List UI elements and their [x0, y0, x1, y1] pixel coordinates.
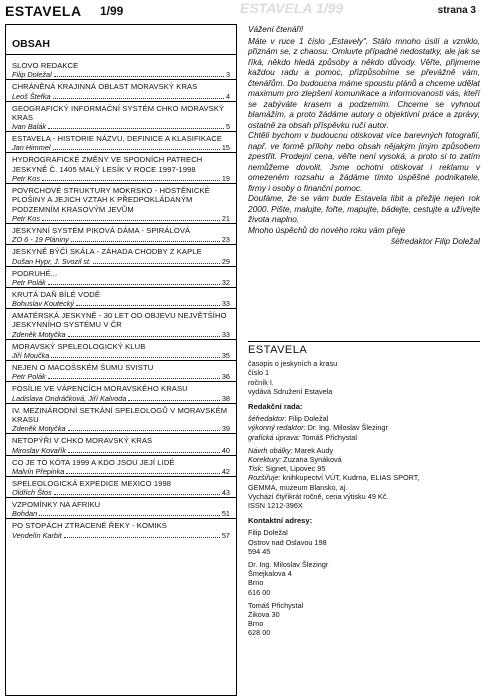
toc-entry-author-row [12, 122, 230, 131]
credit-name: knihkupectví VÚT, Kudrna, ELIAS SPORT, [282, 473, 420, 483]
credit-line [248, 433, 480, 442]
toc-entry-author: Miroslav Kovařík [12, 445, 66, 455]
credit-role: Návrh obálky: [248, 445, 293, 455]
contact-line: Zikova 30 [248, 610, 280, 620]
leader-dots [76, 304, 220, 306]
contact-line: Ostrov nad Oslavou 198 [248, 537, 327, 547]
contact-line: Brno [248, 578, 264, 588]
leader-dots [53, 148, 220, 150]
toc-entry-author-row [12, 257, 230, 266]
toc-entry-page: 19 [221, 174, 230, 184]
credit-role: Tisk: [248, 464, 264, 474]
toc-entry-title: AMATÉRSKÁ JESKYNĚ - 30 LET OD OBJEVU NEJVĚTŠÍHO JESKYNNÍHO SYSTÉMU V ČR [12, 311, 227, 330]
leader-dots [54, 493, 220, 495]
toc-entry-author: Vendelín Karbit [12, 530, 62, 540]
toc-entry-page: 23 [221, 235, 230, 245]
toc-entry [6, 153, 236, 184]
leader-dots [54, 75, 224, 77]
toc-entry-author: Malvín Přepinka [12, 466, 65, 476]
toc-entry [6, 382, 236, 403]
toc-entry-title: JESKYNNÍ SYSTÉM PIKOVÁ DÁMA - SPIRÁLOVÁ [12, 225, 191, 235]
issue-number: 1/99 [100, 4, 124, 18]
editorial-paragraph: Mnoho úspěchů do nového roku vám přeje [248, 224, 406, 235]
editorial-paragraph: Chtěli bychom v budoucnu otiskovat více barevných fotografií, např. ve formě přílohy nebo obsah nějakým jiným způsobem zpestřit. Prodejní cena, věřte není vysoká, a proto si to zatím nemůžeme dovolit. Jsme ochotni otiskovat i reklamu v omezeném rozsahu a žádáme tímto úspěšné podnikatele, firmy i osoby o finanční pomoc. [248, 130, 480, 193]
leader-dots [68, 429, 220, 431]
credit-role: Rozšiřuje: [248, 473, 281, 483]
masthead-info: GEMMA, muzeum Blansko, aj. [248, 482, 348, 492]
editorial-paragraph: Doufáme, že se vám bude Estavela líbit a přežije nejen rok 2000. Pište, malujte, fořte, mapujte, bádejte, cestujte a užívejte života naplno. [248, 193, 480, 224]
toc-entry-page: 57 [221, 530, 230, 540]
toc-entry-page: 33 [221, 329, 230, 339]
toc-entry-author-row [12, 235, 230, 244]
toc-entry-author-row [12, 214, 230, 223]
toc-entry-page: 21 [221, 213, 230, 223]
toc-heading: OBSAH [12, 38, 50, 50]
toc-entry [6, 132, 236, 153]
toc-entry-author-row [12, 70, 230, 79]
toc-entry-title: JESKYNĚ BÝČÍ SKÁLA - ZÁHADA CHODBY Z KAPLE [12, 247, 202, 257]
toc-list [6, 59, 236, 540]
toc-entry-page: 33 [221, 299, 230, 309]
toc-entry-author-row [12, 92, 230, 101]
leader-dots [71, 240, 220, 242]
credit-role: Korektury: [248, 455, 282, 465]
toc-entry-title: MORAVSKÝ SPELEOLOGICKÝ KLUB [12, 341, 146, 351]
toc-entry-author-row [12, 330, 230, 339]
toc-entry [6, 434, 236, 455]
toc-entry-author-row [12, 174, 230, 183]
toc-entry-page: 40 [221, 445, 230, 455]
toc-entry-author: Ladislava Ondráčková, Jiří Kalvoda [12, 393, 127, 403]
masthead [248, 346, 480, 642]
toc-entry-page: 39 [221, 424, 230, 434]
toc-entry-page: 35 [221, 351, 230, 361]
toc-entry [6, 519, 236, 539]
toc-entry-page: 4 [225, 91, 230, 101]
toc-entry [6, 288, 236, 309]
masthead-info: vydává Sdružení Estavela [248, 386, 333, 396]
toc-entry-title: CO JE TO KÓTA 1999 A KDO JSOU JEJÍ LIDÉ [12, 457, 175, 467]
masthead-info: časopis o jeskyních a krasu [248, 359, 338, 369]
contact-block [248, 560, 480, 597]
toc-entry-author: Zdeněk Motyčka [12, 424, 66, 434]
toc-entry-page: 42 [221, 466, 230, 476]
toc-entry-title: SLOVO REDAKCE [12, 61, 79, 70]
toc-entry [6, 340, 236, 361]
masthead-title: ESTAVELA [248, 344, 308, 356]
masthead-info: Vychází čtyřikrát ročně, cena výtisku 49 Kč. [248, 491, 389, 501]
toc-entry-title: VZPOMÍNKY NA AFRIKU [12, 500, 101, 510]
show-through-text: ESTAVELA 1/99 [240, 0, 344, 16]
contact-line: 594 45 [248, 546, 271, 556]
toc-entry-author-row [12, 278, 230, 287]
toc-entry-author-row [12, 143, 230, 152]
credit-role: výkonný redaktor: [248, 423, 306, 433]
leader-dots [39, 514, 220, 516]
credit-name: Filip Doležal [288, 414, 329, 424]
toc-entry-author: Bohuslav Koutecký [12, 299, 75, 309]
toc-entry-author: Petr Kos [12, 213, 40, 223]
toc-entry-author: Dušan Hypr, J. Svozil st. [12, 256, 92, 266]
contact-block [248, 528, 480, 556]
toc-entry [6, 498, 236, 519]
masthead-info: číslo 1 [248, 368, 270, 378]
toc-entry-author-row [12, 424, 230, 433]
credit-line [248, 423, 480, 432]
toc-entry [6, 477, 236, 498]
leader-dots [48, 377, 220, 379]
toc-entry [6, 361, 236, 382]
contact-line: Šmejkalova 4 [248, 569, 292, 579]
toc-entry-title: NETOPÝŘI V CHKO MORAVSKÝ KRAS [12, 436, 153, 446]
contact-line: Tomáš Přichystal [248, 600, 304, 610]
table-of-contents [5, 24, 237, 696]
credit-line [248, 473, 480, 482]
toc-entry-author-row [12, 509, 230, 518]
toc-entry-author: Petr Kos [12, 174, 40, 184]
toc-entry-page: 5 [225, 122, 230, 132]
leader-dots [53, 97, 224, 99]
toc-entry-author: Oldřich Štos [12, 488, 52, 498]
leader-dots [51, 356, 220, 358]
toc-entry-author-row [12, 488, 230, 497]
contact-block [248, 601, 480, 638]
credit-name: Zuzana Synáková [283, 455, 342, 465]
toc-entry-page: 51 [221, 509, 230, 519]
credit-line [248, 455, 480, 464]
editorial-paragraph: Máte v ruce 1 číslo „Estavely". Stálo mnoho úsilí a vzniklo, přiznám se, z chaosu. Omluvte případné nedostatky, ale jak se říká, někdo hledá způsoby a někdo důvody. Věřte, přijmeme každou radu a pomoc, přizpůsobíme se převážně vám, čtenářům. Do budoucna máme spoustu plánů a chceme udělat maximum pro zlepšení komunikace a informovanosti vás, kteří se zabýváte krasem a podzemím. Chceme se vyhnout blamážím, a proto žádáme autory o objektivní práce a zprávy, ostatně za obsah příspěvku ručí autor. [248, 35, 480, 130]
leader-dots [42, 179, 220, 181]
toc-entry-author: Jiří Moučka [12, 351, 50, 361]
toc-entry-title: CHRÁNĚNÁ KRAJINNÁ OBLAST MORAVSKÝ KRAS [12, 82, 198, 92]
page-number: strana 3 [437, 5, 476, 16]
toc-entry-author-row [12, 467, 230, 476]
toc-entry-author: ZO 6 - 19 Plániny [12, 235, 69, 245]
toc-entry [6, 80, 236, 101]
editorial-board-list [248, 414, 480, 442]
toc-entry [6, 456, 236, 477]
toc-entry [6, 102, 236, 133]
credit-role: šéfredaktor: [248, 414, 287, 424]
toc-entry-title: KRUTÁ DAŇ BÍLÉ VODĚ [12, 289, 100, 299]
toc-entry-author: Jan Himmel [12, 143, 51, 153]
credit-name: Tomáš Přichystal [301, 432, 357, 442]
toc-entry-author: Petr Polák [12, 277, 46, 287]
toc-entry-title: PO STOPÁCH ZTRACENÉ ŘEKY - KOMIKS [12, 521, 167, 531]
contact-line: Filip Doležal [248, 528, 288, 538]
toc-entry-author: Bohdan [12, 509, 38, 519]
toc-entry [6, 224, 236, 245]
leader-dots [68, 451, 220, 453]
toc-entry-author: Ivan Balák [12, 122, 47, 132]
credit-name: Signet, Lipovec 95 [265, 464, 326, 474]
toc-entry-title: NEJEN O MACOŠSKÉM ŠUMU SVISTU [12, 363, 154, 373]
toc-entry [6, 267, 236, 288]
editorial [248, 24, 480, 247]
toc-entry-page: 38 [221, 393, 230, 403]
contact-line: Brno [248, 619, 264, 629]
credit-line [248, 464, 480, 473]
toc-entry-author-row [12, 372, 230, 381]
credit-line [248, 414, 480, 423]
masthead-info: ISSN 1212-396X [248, 501, 303, 511]
editorial-board-heading: Redakční rada: [248, 402, 303, 412]
contacts-heading: Kontaktní adresy: [248, 516, 313, 526]
leader-dots [68, 335, 220, 337]
toc-entry-title: PODRUHÉ... [12, 268, 58, 278]
toc-entry-title: GEOGRAFICKÝ INFORMAČNÍ SYSTÉM CHKO MORAVSKÝ KRAS [12, 103, 225, 122]
toc-entry-author-row [12, 351, 230, 360]
toc-entry-author-row [12, 299, 230, 308]
page-header [0, 0, 484, 24]
credit-line [248, 446, 480, 455]
contact-addresses [248, 528, 480, 637]
toc-entry-author-row [12, 531, 230, 540]
toc-entry-page: 32 [221, 277, 230, 287]
leader-dots [48, 283, 220, 285]
toc-entry [6, 245, 236, 266]
editorial-greeting: Vážení čtenáři! [248, 24, 304, 34]
production-credits [248, 446, 480, 483]
toc-entry-author: Leoš Štefka [12, 91, 51, 101]
leader-dots [64, 536, 220, 538]
toc-entry-page: 43 [221, 488, 230, 498]
magazine-title: ESTAVELA [5, 3, 82, 19]
column-divider [248, 341, 480, 342]
toc-entry [6, 184, 236, 224]
toc-entry-page: 3 [225, 70, 230, 80]
masthead-info: ročník I. [248, 377, 274, 387]
credit-name: Dr. Ing. Miloslav Šlezingr [307, 423, 388, 433]
toc-entry [6, 59, 236, 80]
toc-entry-author: Petr Polák [12, 372, 46, 382]
toc-entry-page: 36 [221, 372, 230, 382]
contact-line: Dr. Ing. Miloslav Šlezingr [248, 560, 329, 570]
toc-heading-box [6, 25, 236, 55]
credit-name: Marek Audy [294, 445, 334, 455]
contact-line: 616 00 [248, 587, 271, 597]
toc-entry-title: IV. MEZINÁRODNÍ SETKÁNÍ SPELEOLOGŮ V MORAVSKÉM KRASU [12, 405, 228, 424]
toc-entry-title: POVRCHOVÉ STRUKTURY MOKRSKO - HOSTĚNICKÉ PLOŠINY A JEJICH VZTAH K PŘEDPOKLÁDANÝM PODZEMNÍM KRASOVÝM JEVŮM [12, 186, 210, 214]
toc-entry-title: ESTAVELA - HISTORIE NÁZVU, DEFINICE A KLASIFIKACE [12, 134, 222, 144]
leader-dots [42, 219, 220, 221]
leader-dots [93, 262, 220, 264]
toc-entry [6, 404, 236, 435]
toc-entry-title: SPELEOLOGICKÁ EXPEDICE MEXICO 1998 [12, 478, 172, 488]
toc-entry-title: HYDROGRAFICKÉ ZMĚNY VE SPODNÍCH PATRECH JESKYNĚ Č. 1405 MALÝ LESÍK V ROCE 1997-1998 [12, 155, 203, 174]
toc-entry-title: FOSÍLIE VE VÁPENCÍCH MORAVSKÉHO KRASU [12, 384, 188, 394]
contact-line: 628 00 [248, 628, 271, 638]
toc-entry-author: Zdeněk Motyčka [12, 329, 66, 339]
toc-entry-author: Filip Doležal [12, 70, 52, 80]
toc-entry-author-row [12, 394, 230, 403]
credit-role: grafická úprava: [248, 432, 300, 442]
toc-entry [6, 309, 236, 340]
leader-dots [128, 399, 219, 401]
editorial-signature: šéfredaktor Filip Doležal [391, 236, 480, 246]
leader-dots [48, 127, 224, 129]
leader-dots [66, 472, 220, 474]
toc-entry-author-row [12, 446, 230, 455]
toc-entry-page: 15 [221, 143, 230, 153]
toc-entry-page: 29 [221, 256, 230, 266]
